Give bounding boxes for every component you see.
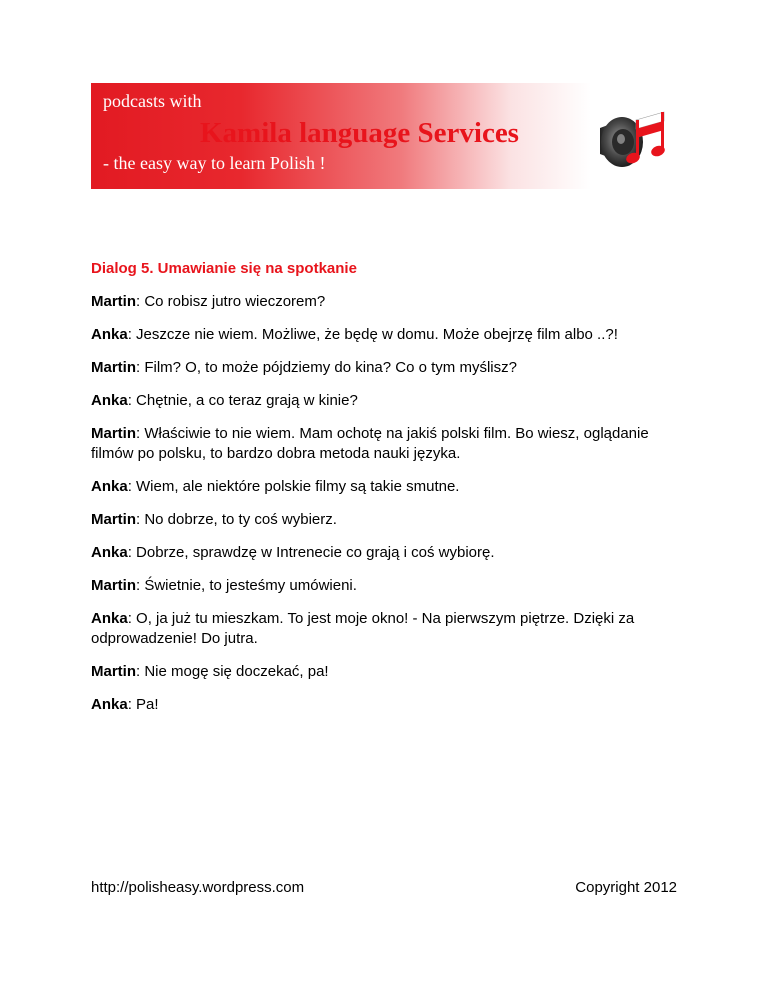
speaker-name: Anka — [91, 326, 128, 343]
speaker-name: Anka — [91, 392, 128, 409]
dialog-line — [91, 358, 681, 378]
footer-copyright: Copyright 2012 — [575, 879, 677, 896]
dialog-text: : No dobrze, to ty coś wybierz. — [136, 511, 337, 528]
footer-url: http://polisheasy.wordpress.com — [91, 879, 305, 896]
dialog-text: : Film? O, to może pójdziemy do kina? Co o tym myślisz? — [136, 359, 517, 376]
dialog-text: : Wiem, ale niektóre polskie filmy są takie smutne. — [127, 478, 460, 495]
dialog-line — [91, 543, 681, 563]
dialog-text: : O, ja już tu mieszkam. To jest moje okno! - Na pierwszym piętrze. Dzięki za odprowadzenie! Do jutra. — [91, 610, 635, 647]
dialog-text: : Jeszcze nie wiem. Możliwe, że będę w domu. Może obejrzę film albo ..?! — [127, 326, 618, 343]
dialog-line — [91, 695, 681, 715]
dialog-line — [91, 325, 681, 345]
dialog-text: : Świetnie, to jesteśmy umówieni. — [136, 577, 357, 594]
dialog-text: : Właściwie to nie wiem. Mam ochotę na jakiś polski film. Bo wiesz, oglądanie filmów po polsku, to bardzo dobra metoda nauki języka. — [91, 425, 649, 462]
dialog-text: : Pa! — [127, 696, 159, 713]
speaker-name: Martin — [91, 425, 136, 442]
speaker-name: Anka — [91, 696, 128, 713]
dialog-text: : Dobrze, sprawdzę w Intrenecie co grają i coś wybiorę. — [127, 544, 495, 561]
dialog-text: : Nie mogę się doczekać, pa! — [136, 663, 329, 680]
speaker-name: Anka — [91, 610, 128, 627]
speaker-name: Martin — [91, 663, 136, 680]
speaker-name: Martin — [91, 577, 136, 594]
dialog-line — [91, 662, 681, 682]
dialog-line — [91, 477, 681, 497]
speaker-name: Martin — [91, 511, 136, 528]
speaker-name: Martin — [91, 359, 136, 376]
dialog-line — [91, 609, 681, 649]
dialog-line — [91, 292, 681, 312]
dialog-title: Dialog 5. Umawianie się na spotkanie — [91, 260, 357, 277]
banner-tagline-top: podcasts with — [103, 91, 202, 111]
speaker-music-icon — [594, 108, 674, 174]
podcast-banner — [91, 83, 591, 189]
dialog-line — [91, 391, 681, 411]
dialog-line — [91, 424, 681, 464]
dialog-line — [91, 510, 681, 530]
dialog-line — [91, 576, 681, 596]
banner-title: Kamila language Services — [200, 117, 519, 149]
dialog-text: : Chętnie, a co teraz grają w kinie? — [127, 392, 358, 409]
dialog-content — [91, 259, 681, 728]
speaker-name: Martin — [91, 293, 136, 310]
dialog-text: : Co robisz jutro wieczorem? — [136, 293, 326, 310]
speaker-name: Anka — [91, 544, 128, 561]
speaker-name: Anka — [91, 478, 128, 495]
banner-tagline-bottom: - the easy way to learn Polish ! — [103, 153, 326, 173]
